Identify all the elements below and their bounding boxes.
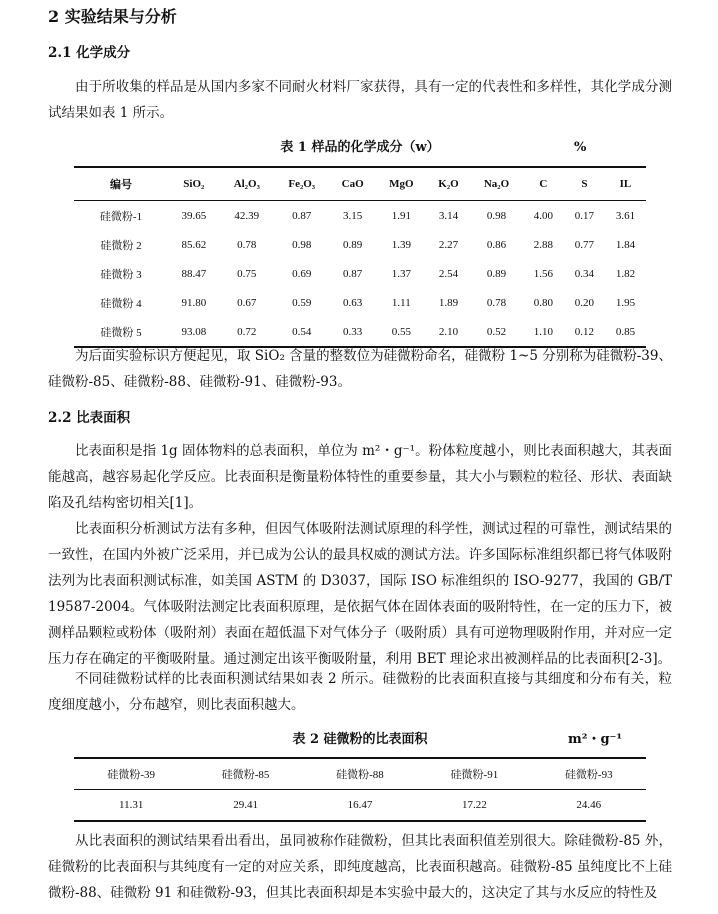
table-cell: 85.62 bbox=[181, 238, 207, 251]
table1-header-cell: IL bbox=[605, 167, 646, 201]
table-cell: 0.34 bbox=[574, 267, 595, 280]
table-cell: 1.84 bbox=[615, 238, 636, 251]
table-cell: 42.39 bbox=[234, 209, 260, 222]
table-cell: 0.17 bbox=[574, 209, 595, 222]
table2-header-cell: 硅微粉-93 bbox=[532, 758, 646, 790]
table-cell: 1.11 bbox=[391, 296, 411, 309]
paragraph-conclusion: 从比表面积的测试结果看出看出，虽同被称作硅微粉，但其比表面积值差别很大。除硅微粉-85 外，硅微粉的比表面积与其纯度有一定的对应关系，即纯度越高，比表面积越高。硅微粉-85 虽纯度比不上硅微粉-88、硅微粉 91 和硅微粉-93，但其比表面积却是本实验中最大的，这决定了其与水反应的特性及 bbox=[48, 833, 672, 901]
table-cell: 0.98 bbox=[486, 209, 507, 222]
table1-header-cell: Al₂O₃ bbox=[220, 167, 274, 201]
table-cell: 1.91 bbox=[391, 209, 411, 222]
table-cell: 0.89 bbox=[486, 267, 507, 280]
table-cell: 0.12 bbox=[574, 325, 595, 338]
table1-header-cell: S bbox=[564, 167, 605, 201]
table-cell: 硅微粉 3 bbox=[100, 268, 142, 281]
table1-header-cell: CaO bbox=[329, 167, 375, 201]
chemical-composition-table bbox=[74, 166, 646, 348]
subsection-title-2-1: 2.1 化学成分 bbox=[48, 45, 131, 61]
table-cell: 0.75 bbox=[237, 267, 257, 280]
table-cell: 2.27 bbox=[438, 238, 459, 251]
table-cell: 16.47 bbox=[347, 799, 373, 811]
paragraph-chemical-intro: 由于所收集的样品是从国内多家不同耐火材料厂家获得，具有一定的代表性和多样性，其化学成分测试结果如表 1 所示。 bbox=[48, 79, 672, 121]
paragraph-table2-intro: 不同硅微粉试样的比表面积测试结果如表 2 所示。硅微粉的比表面积直接与其细度和分布有关，粒度细度越小，分布越窄，则比表面积越大。 bbox=[48, 671, 672, 713]
table-cell: 0.52 bbox=[486, 325, 507, 338]
table-cell: 硅微粉-1 bbox=[99, 210, 143, 223]
table-cell: 11.31 bbox=[119, 799, 144, 811]
table-cell: 3.14 bbox=[438, 209, 459, 222]
table-cell: 88.47 bbox=[181, 267, 207, 280]
table-cell: 0.78 bbox=[486, 296, 507, 309]
paragraph-naming: 为后面实验标识方便起见，取 SiO₂ 含量的整数位为硅微粉命名，硅微粉 1~5 分别称为硅微粉-39、硅微粉-85、硅微粉-88、硅微粉-91、硅微粉-93。 bbox=[48, 348, 672, 390]
table2-title: 表 2 硅微粉的比表面积 bbox=[292, 732, 428, 747]
table-cell: 0.33 bbox=[343, 325, 363, 338]
table1-caption bbox=[48, 138, 672, 158]
specific-surface-table bbox=[74, 757, 646, 822]
table-cell: 0.20 bbox=[574, 296, 595, 309]
table2-unit: m²・g⁻¹ bbox=[568, 732, 623, 747]
table-cell: 17.22 bbox=[461, 799, 487, 811]
table2-header-cell: 硅微粉-91 bbox=[417, 758, 531, 790]
subsection-title-2-2: 2.2 比表面积 bbox=[48, 410, 131, 426]
table2-header-row bbox=[74, 758, 646, 790]
table1-unit: % bbox=[574, 140, 587, 155]
table1-header-cell: MgO bbox=[376, 167, 427, 201]
table1-header-cell: K₂O bbox=[427, 167, 470, 201]
table1-header-cell: SiO₂ bbox=[168, 167, 220, 201]
table-row bbox=[74, 201, 646, 231]
table-cell: 0.69 bbox=[292, 267, 312, 280]
table-cell: 0.72 bbox=[237, 325, 257, 338]
table-cell: 3.61 bbox=[615, 209, 636, 222]
table2-header-cell: 硅微粉-39 bbox=[74, 758, 188, 790]
table-cell: 硅微粉 5 bbox=[100, 326, 142, 339]
table-cell: 1.37 bbox=[391, 267, 411, 280]
table1-header-cell: C bbox=[523, 167, 564, 201]
table-cell: 0.67 bbox=[237, 296, 257, 309]
table-cell: 1.56 bbox=[533, 267, 553, 280]
table-cell: 0.78 bbox=[237, 238, 257, 251]
table-row bbox=[74, 230, 646, 259]
table-cell: 硅微粉 4 bbox=[100, 297, 142, 310]
table-cell: 0.55 bbox=[391, 325, 411, 338]
table-cell: 0.87 bbox=[343, 267, 363, 280]
table-cell: 1.89 bbox=[438, 296, 459, 309]
table2-header-cell: 硅微粉-88 bbox=[303, 758, 417, 790]
table-cell: 0.85 bbox=[615, 325, 636, 338]
paragraph-specific-surface-definition: 比表面积是指 1g 固体物料的总表面积，单位为 m²・g⁻¹。粉体粒度越小，则比表面积越大，其表面能越高，越容易起化学反应。比表面积是衡量粉体特性的重要参量，其大小与颗粒的粒径、形状、表面缺陷及孔结构密切相关[1]。 bbox=[48, 443, 672, 511]
table-cell: 29.41 bbox=[233, 799, 258, 811]
table-cell: 0.86 bbox=[486, 238, 507, 251]
table1-header-cell: Fe₂O₃ bbox=[274, 167, 330, 201]
table2-header-cell: 硅微粉-85 bbox=[188, 758, 302, 790]
table-cell: 93.08 bbox=[181, 325, 207, 338]
table-cell: 1.39 bbox=[391, 238, 411, 251]
table-cell: 2.88 bbox=[533, 238, 553, 251]
paragraph-test-methods: 比表面积分析测试方法有多种，但因气体吸附法测试原理的科学性，测试过程的可靠性，测试结果的一致性，在国内外被广泛采用，并已成为公认的最具权威的测试方法。许多国际标准组织都已将气体吸附法列为比表面积测试标准，如美国 ASTM 的 D3037，国际 ISO 标准组织的 ISO-9277，我国的 GB/T 19587-2004。气体吸附法测定比表面积原理，是依据气体在固体表面的吸附特性，在一定的压力下，被测样品颗粒或粉体（吸附剂）表面在超低温下对气体分子（吸附质）具有可逆物理吸附作用，并对应一定压力存在确定的平衡吸附量。通过测定出该平衡吸附量，利用 BET 理论求出被测样品的比表面积[2-3]。 bbox=[48, 521, 672, 667]
table-cell: 0.89 bbox=[343, 238, 363, 251]
table-cell: 1.10 bbox=[533, 325, 553, 338]
table-cell: 0.54 bbox=[292, 325, 312, 338]
table1-header-row bbox=[74, 167, 646, 201]
table2-caption bbox=[48, 730, 672, 750]
table-row bbox=[74, 790, 646, 822]
table-cell: 4.00 bbox=[533, 209, 553, 222]
section-title: 2 实验结果与分析 bbox=[48, 7, 177, 26]
table-cell: 0.63 bbox=[343, 296, 363, 309]
table-cell: 0.87 bbox=[292, 209, 312, 222]
table-cell: 3.15 bbox=[343, 209, 363, 222]
table-cell: 2.54 bbox=[438, 267, 459, 280]
table-cell: 39.65 bbox=[181, 209, 207, 222]
table1-title: 表 1 样品的化学成分（w） bbox=[280, 140, 440, 155]
table-row bbox=[74, 288, 646, 317]
table-cell: 0.59 bbox=[292, 296, 312, 309]
table-cell: 1.82 bbox=[615, 267, 636, 280]
table-cell: 91.80 bbox=[181, 296, 207, 309]
table-cell: 0.80 bbox=[533, 296, 553, 309]
table-row bbox=[74, 259, 646, 288]
table1-header-cell: 编号 bbox=[74, 167, 168, 201]
table1-header-cell: Na₂O bbox=[470, 167, 523, 201]
table-cell: 硅微粉 2 bbox=[100, 239, 142, 252]
table-cell: 1.95 bbox=[615, 296, 636, 309]
table-cell: 0.98 bbox=[292, 238, 312, 251]
table-cell: 24.46 bbox=[576, 799, 602, 811]
table-cell: 0.77 bbox=[574, 238, 595, 251]
table-cell: 2.10 bbox=[438, 325, 459, 338]
